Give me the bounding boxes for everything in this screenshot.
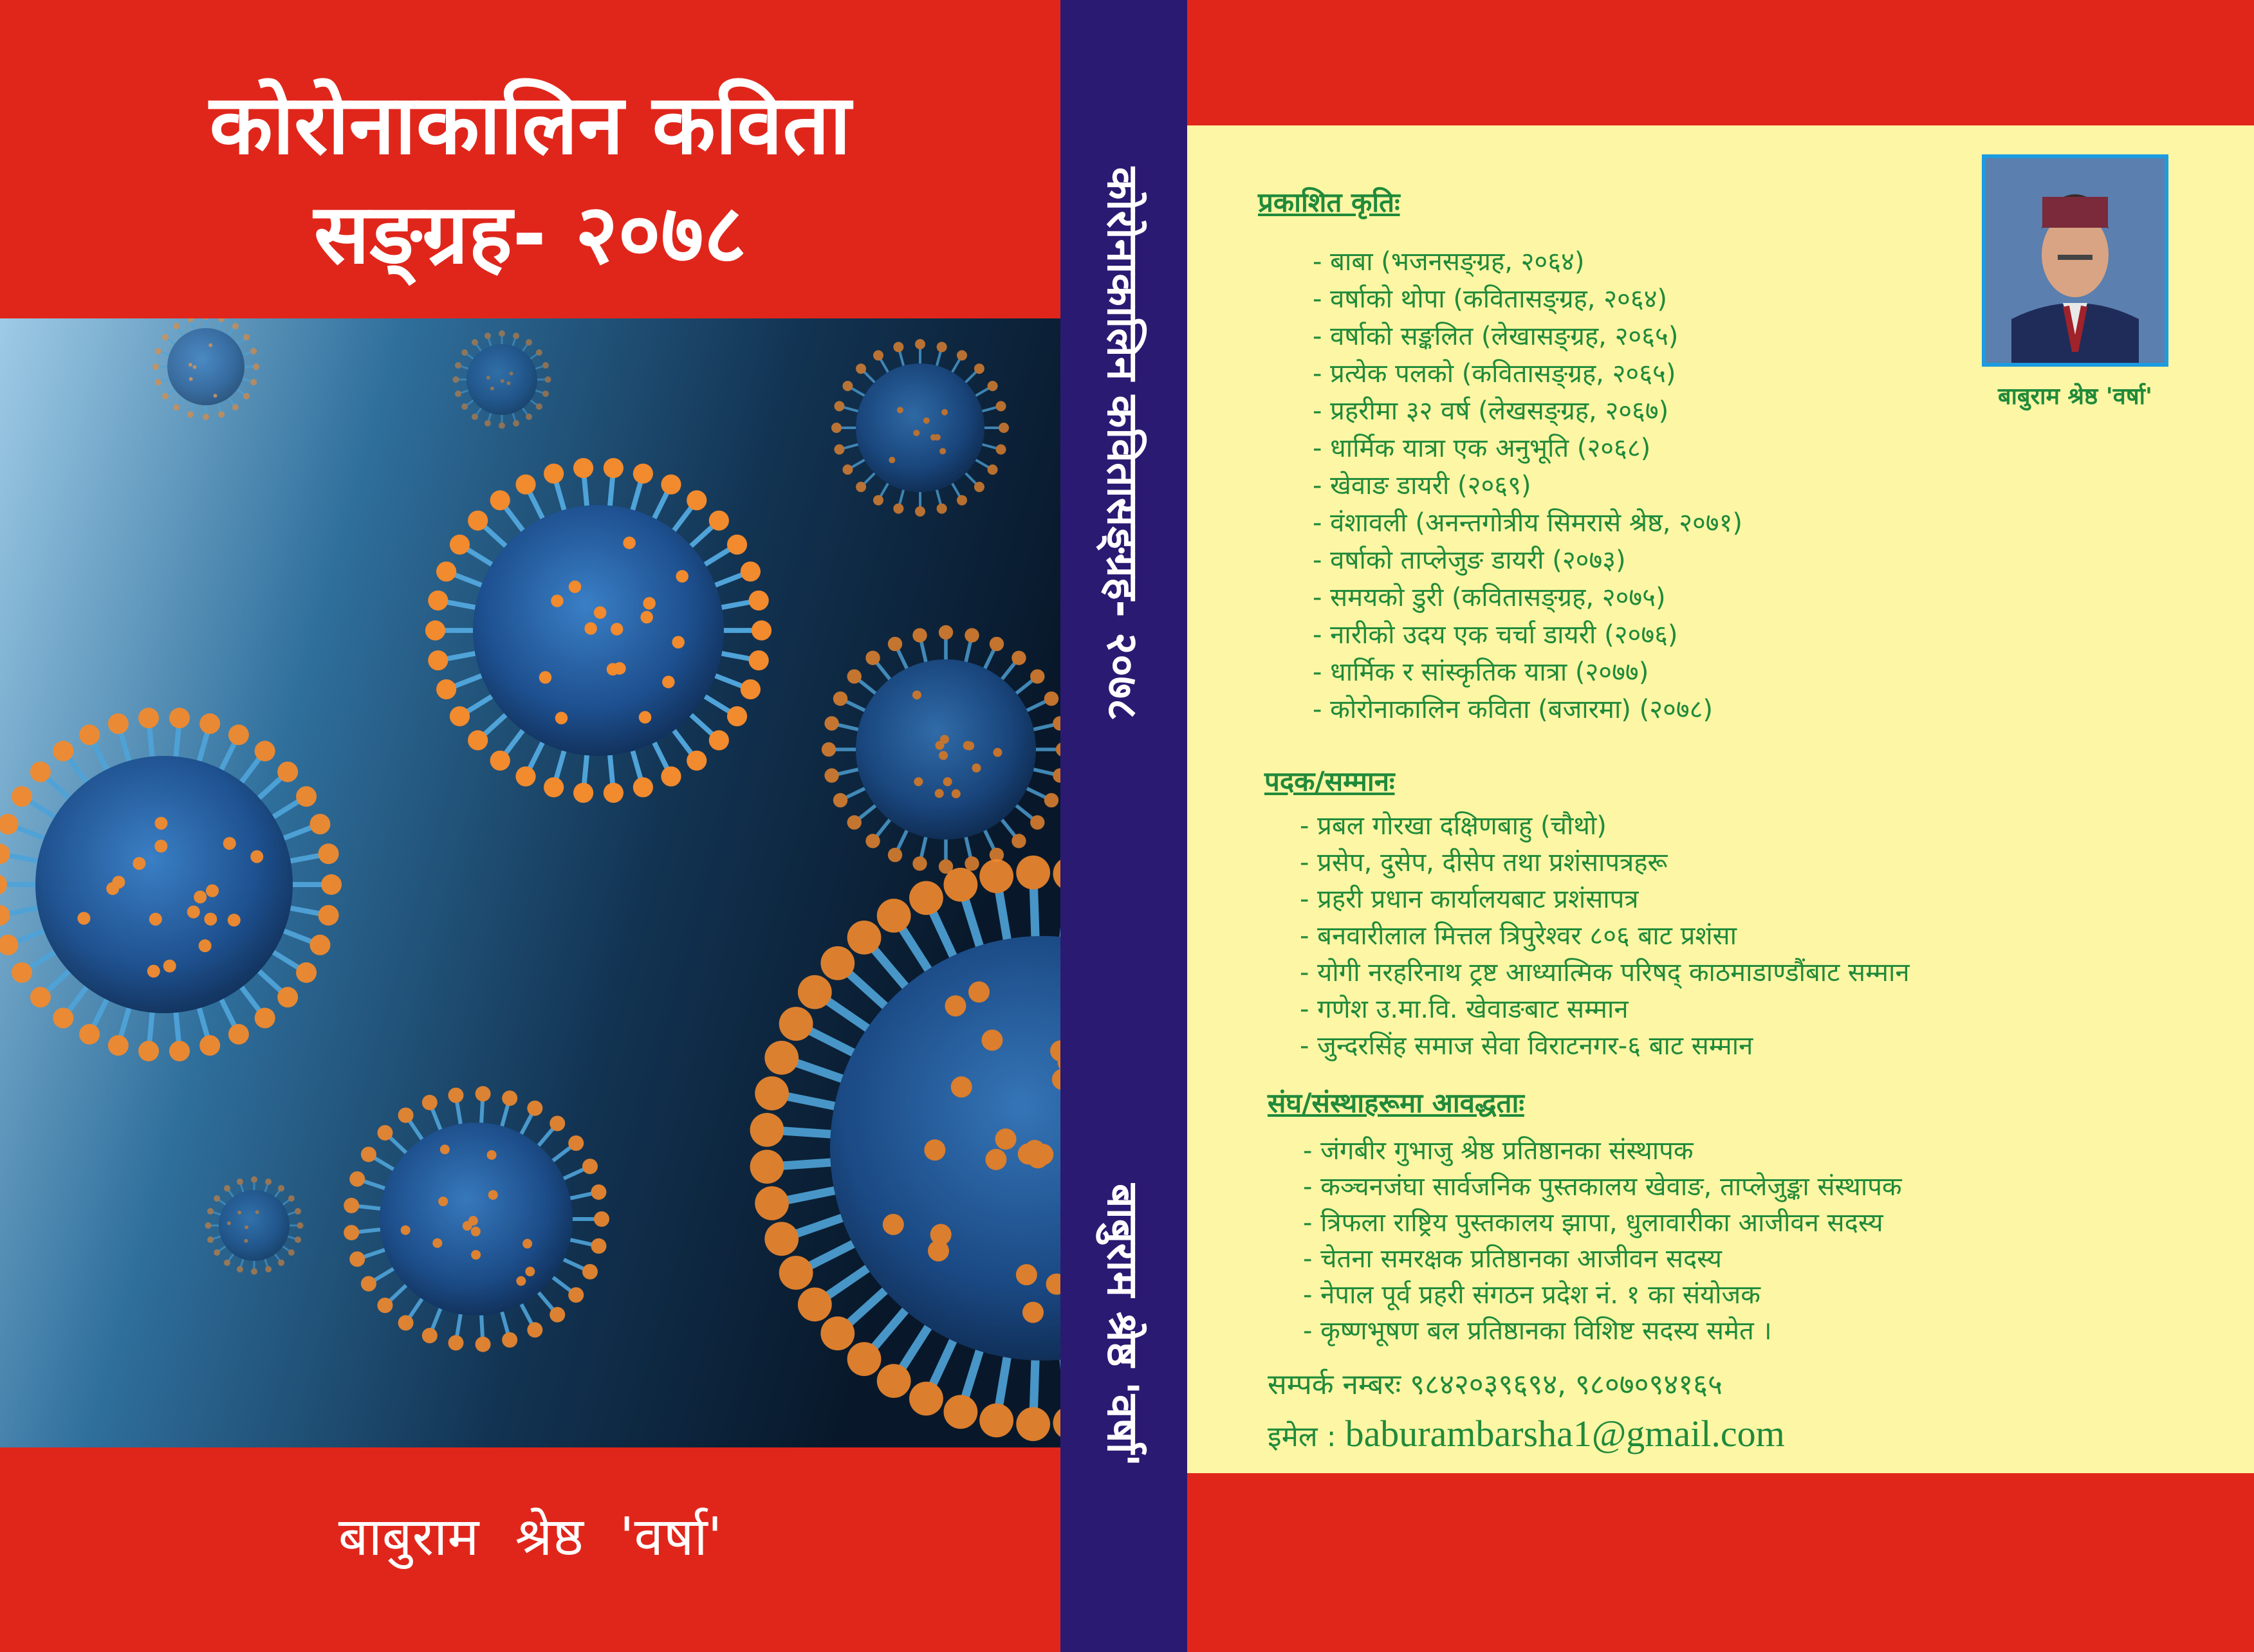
virus-image-svg (0, 318, 1060, 1447)
award-item: - गणेश उ.मा.वि. खेवाङबाट सम्मान (1300, 995, 1629, 1024)
author-photo (1982, 154, 2168, 367)
published-item: - खेवाङ डायरी (२०६९) (1313, 471, 1531, 500)
email-value: baburambarsha1@gmail.com (1345, 1413, 1785, 1455)
virus-particle (831, 339, 1009, 517)
front-author-name: बाबुराम श्रेष्ठ 'वर्षा' (338, 1507, 723, 1568)
org-heading: संघ/संस्थाहरूमा आवद्धताः (1268, 1087, 1524, 1119)
spine-author: बाबुराम श्रेष्ठ 'वर्षा' (1097, 1184, 1147, 1467)
email-row (1268, 1412, 1785, 1455)
org-item: - चेतना समरक्षक प्रतिष्ठानका आजीवन सदस्य (1303, 1244, 1723, 1274)
published-item: - प्रत्येक पलको (कवितासङ्ग्रह, २०६५) (1313, 359, 1676, 389)
published-item: - धार्मिक र सांस्कृतिक यात्रा (२०७७) (1313, 657, 1649, 687)
contact-value: ९८४२०३९६९४, ९८०७०९४१६५ (1410, 1368, 1723, 1401)
photo-caption: बाबुराम श्रेष्ठ 'वर्षा' (1998, 383, 2152, 410)
front-cover (0, 0, 1060, 1652)
book-spine (1060, 0, 1187, 1652)
award-item: - प्रबल गोरखा दक्षिणबाहु (चौथो) (1300, 811, 1607, 841)
award-item: - जुन्दरसिंह समाज सेवा विराटनगर-६ बाट सम्मान (1300, 1031, 1753, 1061)
published-item: - कोरोनाकालिन कविता (बजारमा) (२०७८) (1313, 695, 1714, 724)
org-item: - नेपाल पूर्व प्रहरी संगठन प्रदेश नं. १ का संयोजक (1303, 1280, 1760, 1310)
org-item: - कृष्णभूषण बल प्रतिष्ठानका विशिष्ट सदस्य समेत । (1303, 1316, 1772, 1346)
published-item: - वर्षाको सङ्कलित (लेखासङ्ग्रह, २०६५) (1313, 322, 1679, 351)
org-item: - त्रिफला राष्ट्रिय पुस्तकालय झापा, धुलावारीका आजीवन सदस्य (1303, 1208, 1883, 1238)
spine-title: कोरोनाकालिन कवितासङ्ग्रह- २०७८ (1097, 167, 1147, 721)
author-portrait-icon (1986, 158, 2165, 363)
org-item: - कञ्चनजंघा सार्वजनिक पुस्तकालय खेवाङ, ताप्लेजुङ्का संस्थापक (1303, 1172, 1902, 1202)
awards-heading: पदक/सम्मानः (1264, 766, 1395, 797)
published-item: - समयको डुरी (कवितासङ्ग्रह, २०७५) (1313, 583, 1666, 612)
email-label: इमेल : (1268, 1420, 1336, 1453)
published-item: - नारीको उदय एक चर्चा डायरी (२०७६) (1313, 620, 1678, 650)
contact-row (1268, 1364, 1723, 1402)
front-title-line2: सङ्ग्रह- २०७८ (313, 187, 747, 282)
award-item: - बनवारीलाल मित्तल त्रिपुरेश्वर ८०६ बाट प्रशंसा (1300, 921, 1737, 951)
published-item: - धार्मिक यात्रा एक अनुभूति (२०६८) (1313, 434, 1651, 463)
award-item: - प्रहरी प्रधान कार्यालयबाट प्रशंसापत्र (1300, 885, 1639, 914)
published-item: - बाबा (भजनसङ्ग्रह, २०६४) (1313, 247, 1585, 277)
org-item: - जंगबीर गुभाजु श्रेष्ठ प्रतिष्ठानका संस्थापक (1303, 1136, 1694, 1166)
published-item: - वर्षाको ताप्लेजुङ डायरी (२०७३) (1313, 546, 1626, 575)
award-item: - योगी नरहरिनाथ ट्रष्ट आध्यात्मिक परिषद् काठमाडाण्डौंबाट सम्मान (1300, 958, 1910, 987)
published-item: - वंशावली (अनन्तगोत्रीय सिमरासे श्रेष्ठ, २०७१) (1313, 508, 1743, 538)
published-heading: प्रकाशित कृतिः (1258, 187, 1400, 218)
published-item: - वर्षाको थोपा (कवितासङ्ग्रह, २०६४) (1313, 284, 1668, 314)
front-title-line1: कोरोनाकालिन कविता (209, 77, 851, 173)
published-item: - प्रहरीमा ३२ वर्ष (लेखसङ्ग्रह, २०६७) (1313, 396, 1669, 426)
virus-illustration (0, 318, 1060, 1447)
award-item: - प्रसेप, दुसेप, दीसेप तथा प्रशंसापत्रहरू (1300, 848, 1668, 877)
contact-label: सम्पर्क नम्बरः (1268, 1368, 1401, 1401)
